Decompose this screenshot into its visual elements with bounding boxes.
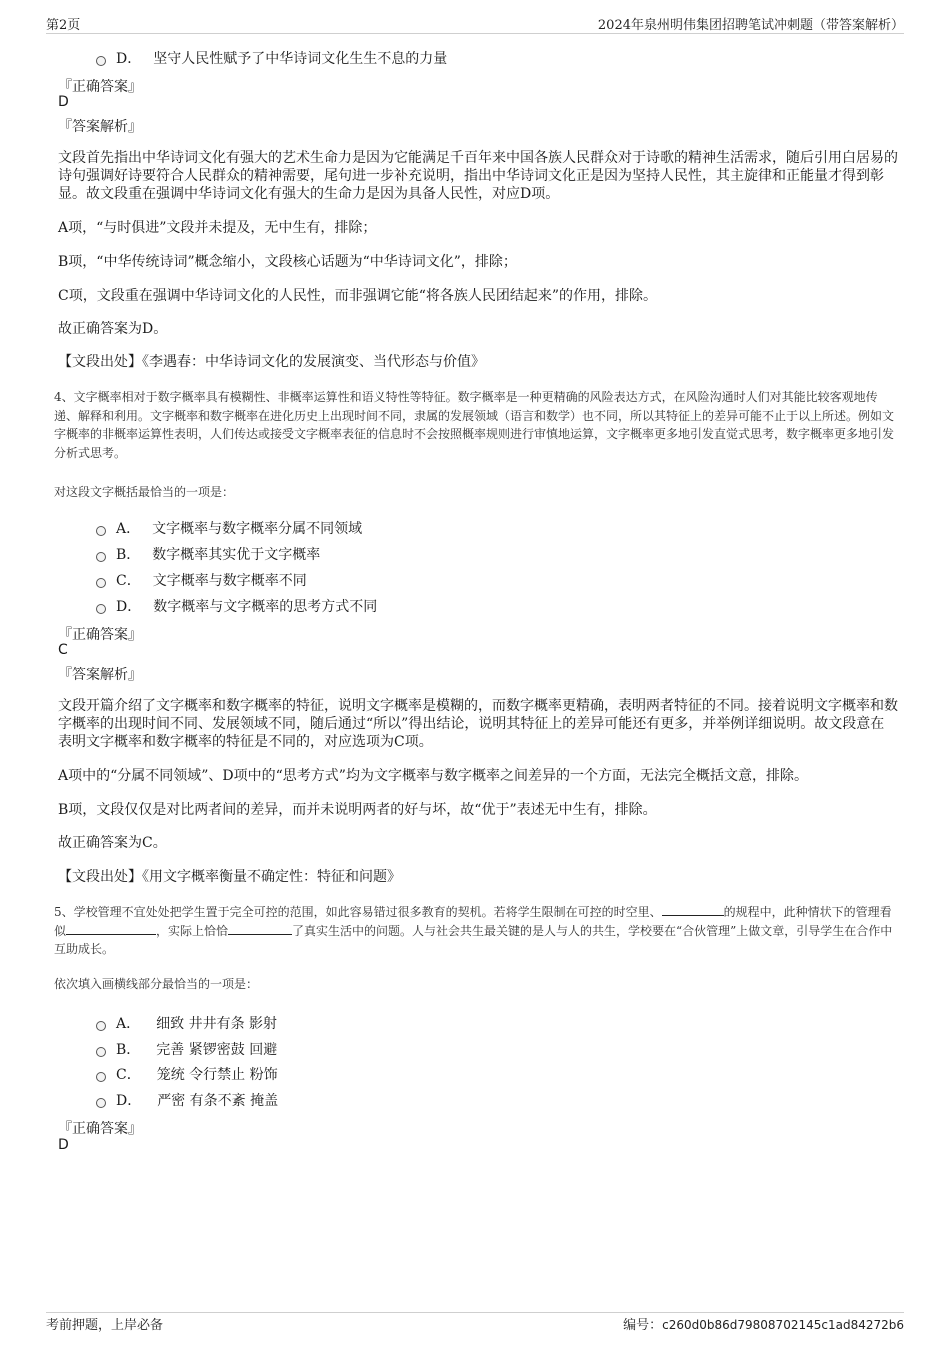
option-text: 文字概率与数字概率不同 [152, 573, 307, 589]
option-text: 数字概率与文字概率的思考方式不同 [153, 599, 378, 615]
document-title: 2024年泉州明伟集团招聘笔试冲刺题（带答案解析） [597, 18, 904, 33]
q3-analysis-paragraph: 文段首先指出中华诗词文化有强大的艺术生命力是因为它能满足千百年来中国各族人民群众对于诗歌的精神生活需求，随后引用白居易的诗句强调好诗要符合人民群众的精神需要，尾句进一步补充说明，指出中华诗词文化正是因为坚持人民性，其主旋律和正能量才得到彰显。故文段重在强调中华诗词文化有强大的生命力是因为具备人民性，对应D项。 [58, 150, 898, 202]
q4-option-c[interactable] [96, 570, 307, 590]
q4-analysis-ad: A项中的“分属不同领域”、D项中的“思考方式”均为文字概率与数字概率之间差异的一个方面，无法完全概括文意，排除。 [58, 768, 808, 784]
code-label: 编号： [623, 1318, 663, 1333]
option-letter: B． [116, 547, 141, 563]
radio-icon[interactable] [96, 1072, 106, 1082]
option-text: 坚守人民性赋予了中华诗词文化生生不息的力量 [153, 51, 448, 67]
q3-analysis-c: C项，文段重在强调中华诗词文化的人民性，而非强调它能“将各族人民团结起来”的作用，排除。 [58, 288, 658, 304]
q5-option-b[interactable] [96, 1039, 277, 1059]
q4-option-a[interactable] [96, 518, 362, 538]
q4-analysis-b: B项，文段仅仅是对比两者间的差异，而并未说明两者的好与坏，故“优于”表述无中生有，排除。 [58, 802, 657, 818]
option-letter: B． [116, 1042, 141, 1058]
radio-icon[interactable] [96, 526, 106, 536]
radio-icon[interactable] [96, 1047, 106, 1057]
footer-divider [46, 1312, 904, 1313]
q4-analysis-label: 『答案解析』 [58, 667, 142, 683]
q5-stem-part: 5、学校管理不宜处处把学生置于完全可控的范围，如此容易错过很多教育的契机。若将学生限制在可控的时空里、 [54, 905, 662, 919]
q4-stem: 4、文字概率相对于数字概率具有模糊性、非概率运算性和语义特性等特征。数字概率是一种更精确的风险表达方式，在风险沟通时人们对其能比较客观地传递、解释和利用。文字概率和数字概率在进化历史上出现时间不同，隶属的发展领域（语言和数学）也不同，所以其特征上的差异可能不止于以上所述。例如文字概率的非概率运算性表明，人们传达或接受文字概率表征的信息时不会按照概率规则进行审慎地运算，文字概率更多地引发直觉式思考，数字概率更多地引发分析式思考。 [54, 390, 895, 460]
q5-option-d[interactable] [96, 1090, 278, 1110]
q4-conclusion: 故正确答案为C。 [58, 835, 167, 851]
q4-answer-label: 『正确答案』 [58, 627, 142, 643]
q3-conclusion: 故正确答案为D。 [58, 321, 168, 337]
q5-stem-part: ，实际上恰恰 [156, 923, 229, 938]
q5-answer: D [58, 1137, 69, 1153]
q4-option-d[interactable] [96, 596, 377, 616]
q5-stem [54, 903, 900, 959]
q4-source: 【文段出处】《用文字概率衡量不确定性：特征和问题》 [58, 869, 401, 885]
q5-stem-part: 了真实生活中的问题。人与社会共生最关键的是人与人的共生，学校要在“合伙管理”上做文章，引导学生在合作中互助成长。 [54, 923, 893, 956]
option-text: 严密 有条不紊 掩盖 [157, 1093, 279, 1109]
option-text: 数字概率其实优于文字概率 [152, 547, 321, 563]
q4-answer: C [58, 642, 68, 658]
q4-option-b[interactable] [96, 544, 320, 564]
q4-analysis-paragraph: 文段开篇介绍了文字概率和数字概率的特征，说明文字概率是模糊的，而数字概率更精确，表明两者特征的不同。接着说明文字概率和数字概率的出现时间不同、发展领域不同，随后通过“所以”得出结论，说明其特征上的差异可能还有更多，并举例详细说明。故文段意在表明文字概率和数字概率的特征是不同的，对应选项为C项。 [58, 698, 898, 750]
footer-slogan: 考前押题，上岸必备 [46, 1318, 164, 1333]
option-text: 文字概率与数字概率分属不同领域 [152, 521, 363, 537]
q3-analysis-label: 『答案解析』 [58, 119, 142, 135]
radio-icon[interactable] [96, 604, 106, 614]
option-letter: C． [116, 573, 141, 589]
q3-source: 【文段出处】《李遇春：中华诗词文化的发展演变、当代形态与价值》 [58, 354, 485, 370]
option-text: 细致 井井有条 影射 [156, 1016, 278, 1032]
option-text: 完善 紧锣密鼓 回避 [156, 1042, 278, 1058]
option-letter: D． [116, 51, 142, 67]
q3-analysis-b: B项，“中华传统诗词”概念缩小，文段核心话题为“中华诗词文化”，排除； [58, 254, 517, 270]
option-letter: A． [116, 521, 141, 537]
option-letter: A． [116, 1016, 141, 1032]
radio-icon[interactable] [96, 56, 106, 66]
q3-analysis-a: A项，“与时俱进”文段并未提及，无中生有，排除； [58, 220, 377, 236]
q4-question: 对这段文字概括最恰当的一项是： [54, 485, 235, 499]
q5-option-c[interactable] [96, 1064, 278, 1084]
q5-option-a[interactable] [96, 1013, 277, 1033]
page-number: 第2页 [46, 18, 81, 33]
option-letter: D． [116, 599, 142, 615]
radio-icon[interactable] [96, 552, 106, 562]
option-text: 笼统 令行禁止 粉饰 [156, 1067, 278, 1083]
q5-stem-part: 的规程中，此种情状下的管理看似 [54, 905, 892, 938]
radio-icon[interactable] [96, 1098, 106, 1108]
fill-blank-1 [662, 903, 724, 916]
q3-option-d[interactable] [96, 48, 447, 68]
option-letter: C． [116, 1067, 141, 1083]
radio-icon[interactable] [96, 1021, 106, 1031]
q3-answer-label: 『正确答案』 [58, 79, 142, 95]
fill-blank-3 [228, 922, 292, 935]
header-divider [46, 33, 904, 34]
option-letter: D． [116, 1093, 142, 1109]
fill-blank-2 [66, 922, 156, 935]
radio-icon[interactable] [96, 578, 106, 588]
code-value: c260d0b86d79808702145c1ad84272b6 [662, 1318, 904, 1332]
document-code [623, 1314, 904, 1333]
q5-question: 依次填入画横线部分最恰当的一项是： [54, 977, 259, 991]
q3-answer: D [58, 94, 69, 110]
q5-answer-label: 『正确答案』 [58, 1121, 142, 1137]
